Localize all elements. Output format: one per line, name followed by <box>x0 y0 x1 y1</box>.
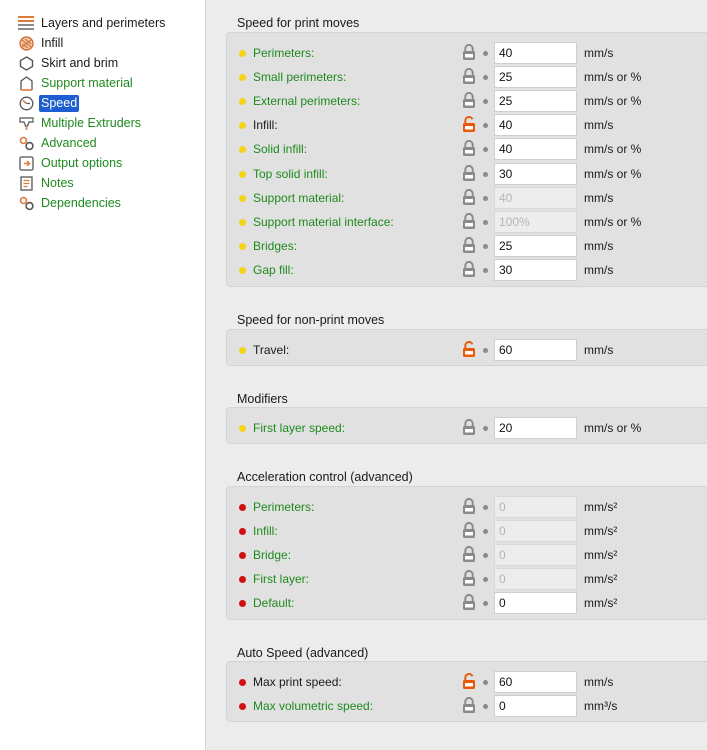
system-value-dot <box>483 147 488 152</box>
unit-label: mm/s <box>584 262 614 277</box>
value-input-max-print-speed[interactable] <box>494 671 577 693</box>
lock-icon[interactable] <box>462 44 476 61</box>
lock-icon[interactable] <box>462 546 476 563</box>
system-value-dot <box>483 99 488 104</box>
sidebar-item-advanced[interactable] <box>0 133 205 153</box>
simple-mode-dot <box>239 219 246 226</box>
option-label-top-solid-infill: Top solid infill: <box>253 166 328 181</box>
advanced-mode-dot <box>239 504 246 511</box>
simple-mode-dot <box>239 171 246 178</box>
sidebar-item-speed[interactable] <box>0 93 205 113</box>
section-title-auto-speed-advanced: Auto Speed (advanced) <box>237 646 369 660</box>
sidebar-item-label: Skirt and brim <box>41 55 119 70</box>
sidebar-item-notes[interactable] <box>0 173 205 193</box>
unlocked-icon[interactable] <box>462 116 476 133</box>
section-title-speed-for-print-moves: Speed for print moves <box>237 16 360 30</box>
section-panel-modifiers <box>226 407 707 444</box>
sidebar-item-label: Multiple Extruders <box>41 115 142 130</box>
unit-label: mm/s <box>584 190 614 205</box>
value-input-perimeters[interactable] <box>494 42 577 64</box>
unlocked-icon[interactable] <box>462 341 476 358</box>
sidebar-item-output-options[interactable] <box>0 153 205 173</box>
value-input-gap-fill[interactable] <box>494 259 577 281</box>
value-input-infill[interactable] <box>494 114 577 136</box>
sidebar-item-label: Advanced <box>41 135 97 150</box>
speed-icon <box>18 95 34 111</box>
advanced-mode-dot <box>239 703 246 710</box>
sidebar-item-label: Output options <box>41 155 123 170</box>
lock-icon[interactable] <box>462 92 476 109</box>
option-label-max-volumetric-speed: Max volumetric speed: <box>253 699 374 714</box>
sidebar-item-skirt-and-brim[interactable] <box>0 53 205 73</box>
unit-label: mm/s <box>584 238 614 253</box>
layers-icon <box>18 15 34 31</box>
advanced-mode-dot <box>239 576 246 583</box>
notes-icon <box>18 175 34 191</box>
option-label-perimeters: Perimeters: <box>253 46 315 60</box>
value-input-default[interactable] <box>494 592 577 614</box>
advanced-mode-dot <box>239 600 246 607</box>
system-value-dot <box>483 577 488 582</box>
infill-icon <box>18 35 34 51</box>
option-label-solid-infill: Solid infill: <box>253 142 308 157</box>
system-value-dot <box>483 529 488 534</box>
option-row-solid-infill <box>227 137 707 161</box>
sidebar-item-multiple-extruders[interactable] <box>0 113 205 133</box>
simple-mode-dot <box>239 347 246 354</box>
sidebar-item-label: Dependencies <box>41 195 121 210</box>
system-value-dot <box>483 680 488 685</box>
lock-icon[interactable] <box>462 237 476 254</box>
option-row-support-material-interface <box>227 210 707 234</box>
option-label-first-layer-speed: First layer speed: <box>253 421 346 435</box>
dependencies-icon <box>18 195 34 211</box>
section-panel-acceleration-control-advanced <box>226 486 707 620</box>
unit-label: mm/s² <box>584 500 618 514</box>
lock-icon[interactable] <box>462 498 476 515</box>
option-label-infill: Infill: <box>253 524 278 539</box>
value-input-first-layer-speed[interactable] <box>494 417 577 439</box>
system-value-dot <box>483 75 488 80</box>
system-value-dot <box>483 244 488 249</box>
unit-label: mm/s <box>584 46 614 60</box>
system-value-dot <box>483 220 488 225</box>
lock-icon[interactable] <box>462 522 476 539</box>
lock-icon[interactable] <box>462 140 476 157</box>
settings-page <box>206 0 707 750</box>
unit-label: mm/s² <box>584 572 618 587</box>
unit-label: mm/s <box>584 343 614 357</box>
simple-mode-dot <box>239 122 246 129</box>
value-input-first-layer[interactable] <box>494 568 577 590</box>
unit-label: mm/s or % <box>584 421 642 435</box>
option-row-external-perimeters <box>227 89 707 113</box>
advanced-mode-dot <box>239 552 246 559</box>
option-label-default: Default: <box>253 596 295 611</box>
value-input-bridges[interactable] <box>494 235 577 257</box>
option-row-gap-fill <box>227 258 707 282</box>
value-input-support-material[interactable] <box>494 187 577 209</box>
system-value-dot <box>483 601 488 606</box>
sidebar-item-label: Speed <box>41 95 78 110</box>
option-row-infill <box>227 113 707 137</box>
sidebar-item-support-material[interactable] <box>0 73 205 93</box>
option-row-max-volumetric-speed <box>227 694 707 718</box>
section-panel-speed-for-print-moves <box>226 32 707 287</box>
extruder-icon <box>18 115 34 131</box>
option-row-perimeters <box>227 495 707 519</box>
unit-label: mm/s² <box>584 524 618 539</box>
unit-label: mm/s <box>584 118 614 133</box>
sidebar-item-infill[interactable] <box>0 33 205 53</box>
lock-icon[interactable] <box>462 570 476 587</box>
section-title-acceleration-control-advanced: Acceleration control (advanced) <box>237 470 413 484</box>
value-input-bridge[interactable] <box>494 544 577 566</box>
sidebar-item-layers-and-perimeters[interactable] <box>0 13 205 33</box>
system-value-dot <box>483 172 488 177</box>
option-label-bridges: Bridges: <box>253 238 298 253</box>
system-value-dot <box>483 426 488 431</box>
option-row-perimeters <box>227 41 707 65</box>
value-input-travel[interactable] <box>494 339 577 361</box>
lock-icon[interactable] <box>462 261 476 278</box>
lock-icon[interactable] <box>462 213 476 230</box>
value-input-small-perimeters[interactable] <box>494 66 577 88</box>
lock-icon[interactable] <box>462 189 476 206</box>
unit-label: mm/s or % <box>584 70 642 85</box>
simple-mode-dot <box>239 425 246 432</box>
system-value-dot <box>483 196 488 201</box>
option-row-travel <box>227 338 707 362</box>
value-input-infill[interactable] <box>494 520 577 542</box>
system-value-dot <box>483 348 488 353</box>
value-input-perimeters[interactable] <box>494 496 577 518</box>
value-input-solid-infill[interactable] <box>494 138 577 160</box>
sidebar-item-dependencies[interactable] <box>0 193 205 213</box>
support-icon <box>18 75 34 91</box>
sidebar-item-label: Support material <box>41 75 133 90</box>
sidebar-item-label: Infill <box>41 35 64 50</box>
option-label-perimeters: Perimeters: <box>253 500 315 514</box>
sidebar-item-label: Notes <box>41 175 74 190</box>
option-row-bridges <box>227 234 707 258</box>
system-value-dot <box>483 268 488 273</box>
section-title-modifiers: Modifiers <box>237 392 288 406</box>
section-title-speed-for-non-print-moves: Speed for non-print moves <box>237 313 385 327</box>
option-label-small-perimeters: Small perimeters: <box>253 70 347 85</box>
section-panel-auto-speed-advanced <box>226 661 707 722</box>
section-panel-speed-for-non-print-moves <box>226 329 707 366</box>
unlocked-icon[interactable] <box>462 673 476 690</box>
sidebar-item-label: Layers and perimeters <box>41 15 166 30</box>
value-input-support-material-interface[interactable] <box>494 211 577 233</box>
simple-mode-dot <box>239 50 246 57</box>
option-row-default <box>227 591 707 615</box>
unit-label: mm/s or % <box>584 94 642 109</box>
advanced-mode-dot <box>239 679 246 686</box>
unit-label: mm/s² <box>584 596 618 611</box>
option-label-external-perimeters: External perimeters: <box>253 94 361 109</box>
option-label-travel: Travel: <box>253 343 290 357</box>
lock-icon[interactable] <box>462 68 476 85</box>
lock-icon[interactable] <box>462 165 476 182</box>
value-input-top-solid-infill[interactable] <box>494 163 577 185</box>
system-value-dot <box>483 51 488 56</box>
advanced-mode-dot <box>239 528 246 535</box>
option-row-infill <box>227 519 707 543</box>
option-label-bridge: Bridge: <box>253 548 292 563</box>
unit-label: mm/s or % <box>584 142 642 157</box>
option-row-top-solid-infill <box>227 162 707 186</box>
option-row-first-layer <box>227 567 707 591</box>
lock-icon[interactable] <box>462 594 476 611</box>
unit-label: mm/s² <box>584 548 618 563</box>
output-icon <box>18 155 34 171</box>
system-value-dot <box>483 553 488 558</box>
option-label-infill: Infill: <box>253 118 278 133</box>
simple-mode-dot <box>239 195 246 202</box>
simple-mode-dot <box>239 267 246 274</box>
lock-icon[interactable] <box>462 697 476 714</box>
simple-mode-dot <box>239 98 246 105</box>
option-label-support-material-interface: Support material interface: <box>253 214 394 229</box>
system-value-dot <box>483 505 488 510</box>
unit-label: mm/s <box>584 675 614 689</box>
value-input-external-perimeters[interactable] <box>494 90 577 112</box>
advanced-icon <box>18 135 34 151</box>
option-label-first-layer: First layer: <box>253 572 310 587</box>
option-row-small-perimeters <box>227 65 707 89</box>
option-row-support-material <box>227 186 707 210</box>
system-value-dot <box>483 704 488 709</box>
lock-icon[interactable] <box>462 419 476 436</box>
unit-label: mm/s or % <box>584 214 642 229</box>
option-row-bridge <box>227 543 707 567</box>
value-input-max-volumetric-speed[interactable] <box>494 695 577 717</box>
unit-label: mm/s or % <box>584 166 642 181</box>
simple-mode-dot <box>239 146 246 153</box>
option-label-max-print-speed: Max print speed: <box>253 675 342 689</box>
system-value-dot <box>483 123 488 128</box>
skirt-icon <box>18 55 34 71</box>
option-row-max-print-speed <box>227 670 707 694</box>
page-tree-sidebar <box>0 0 206 750</box>
option-label-gap-fill: Gap fill: <box>253 262 294 277</box>
option-label-support-material: Support material: <box>253 190 345 205</box>
simple-mode-dot <box>239 243 246 250</box>
unit-label: mm³/s <box>584 699 618 714</box>
simple-mode-dot <box>239 74 246 81</box>
option-row-first-layer-speed <box>227 416 707 440</box>
